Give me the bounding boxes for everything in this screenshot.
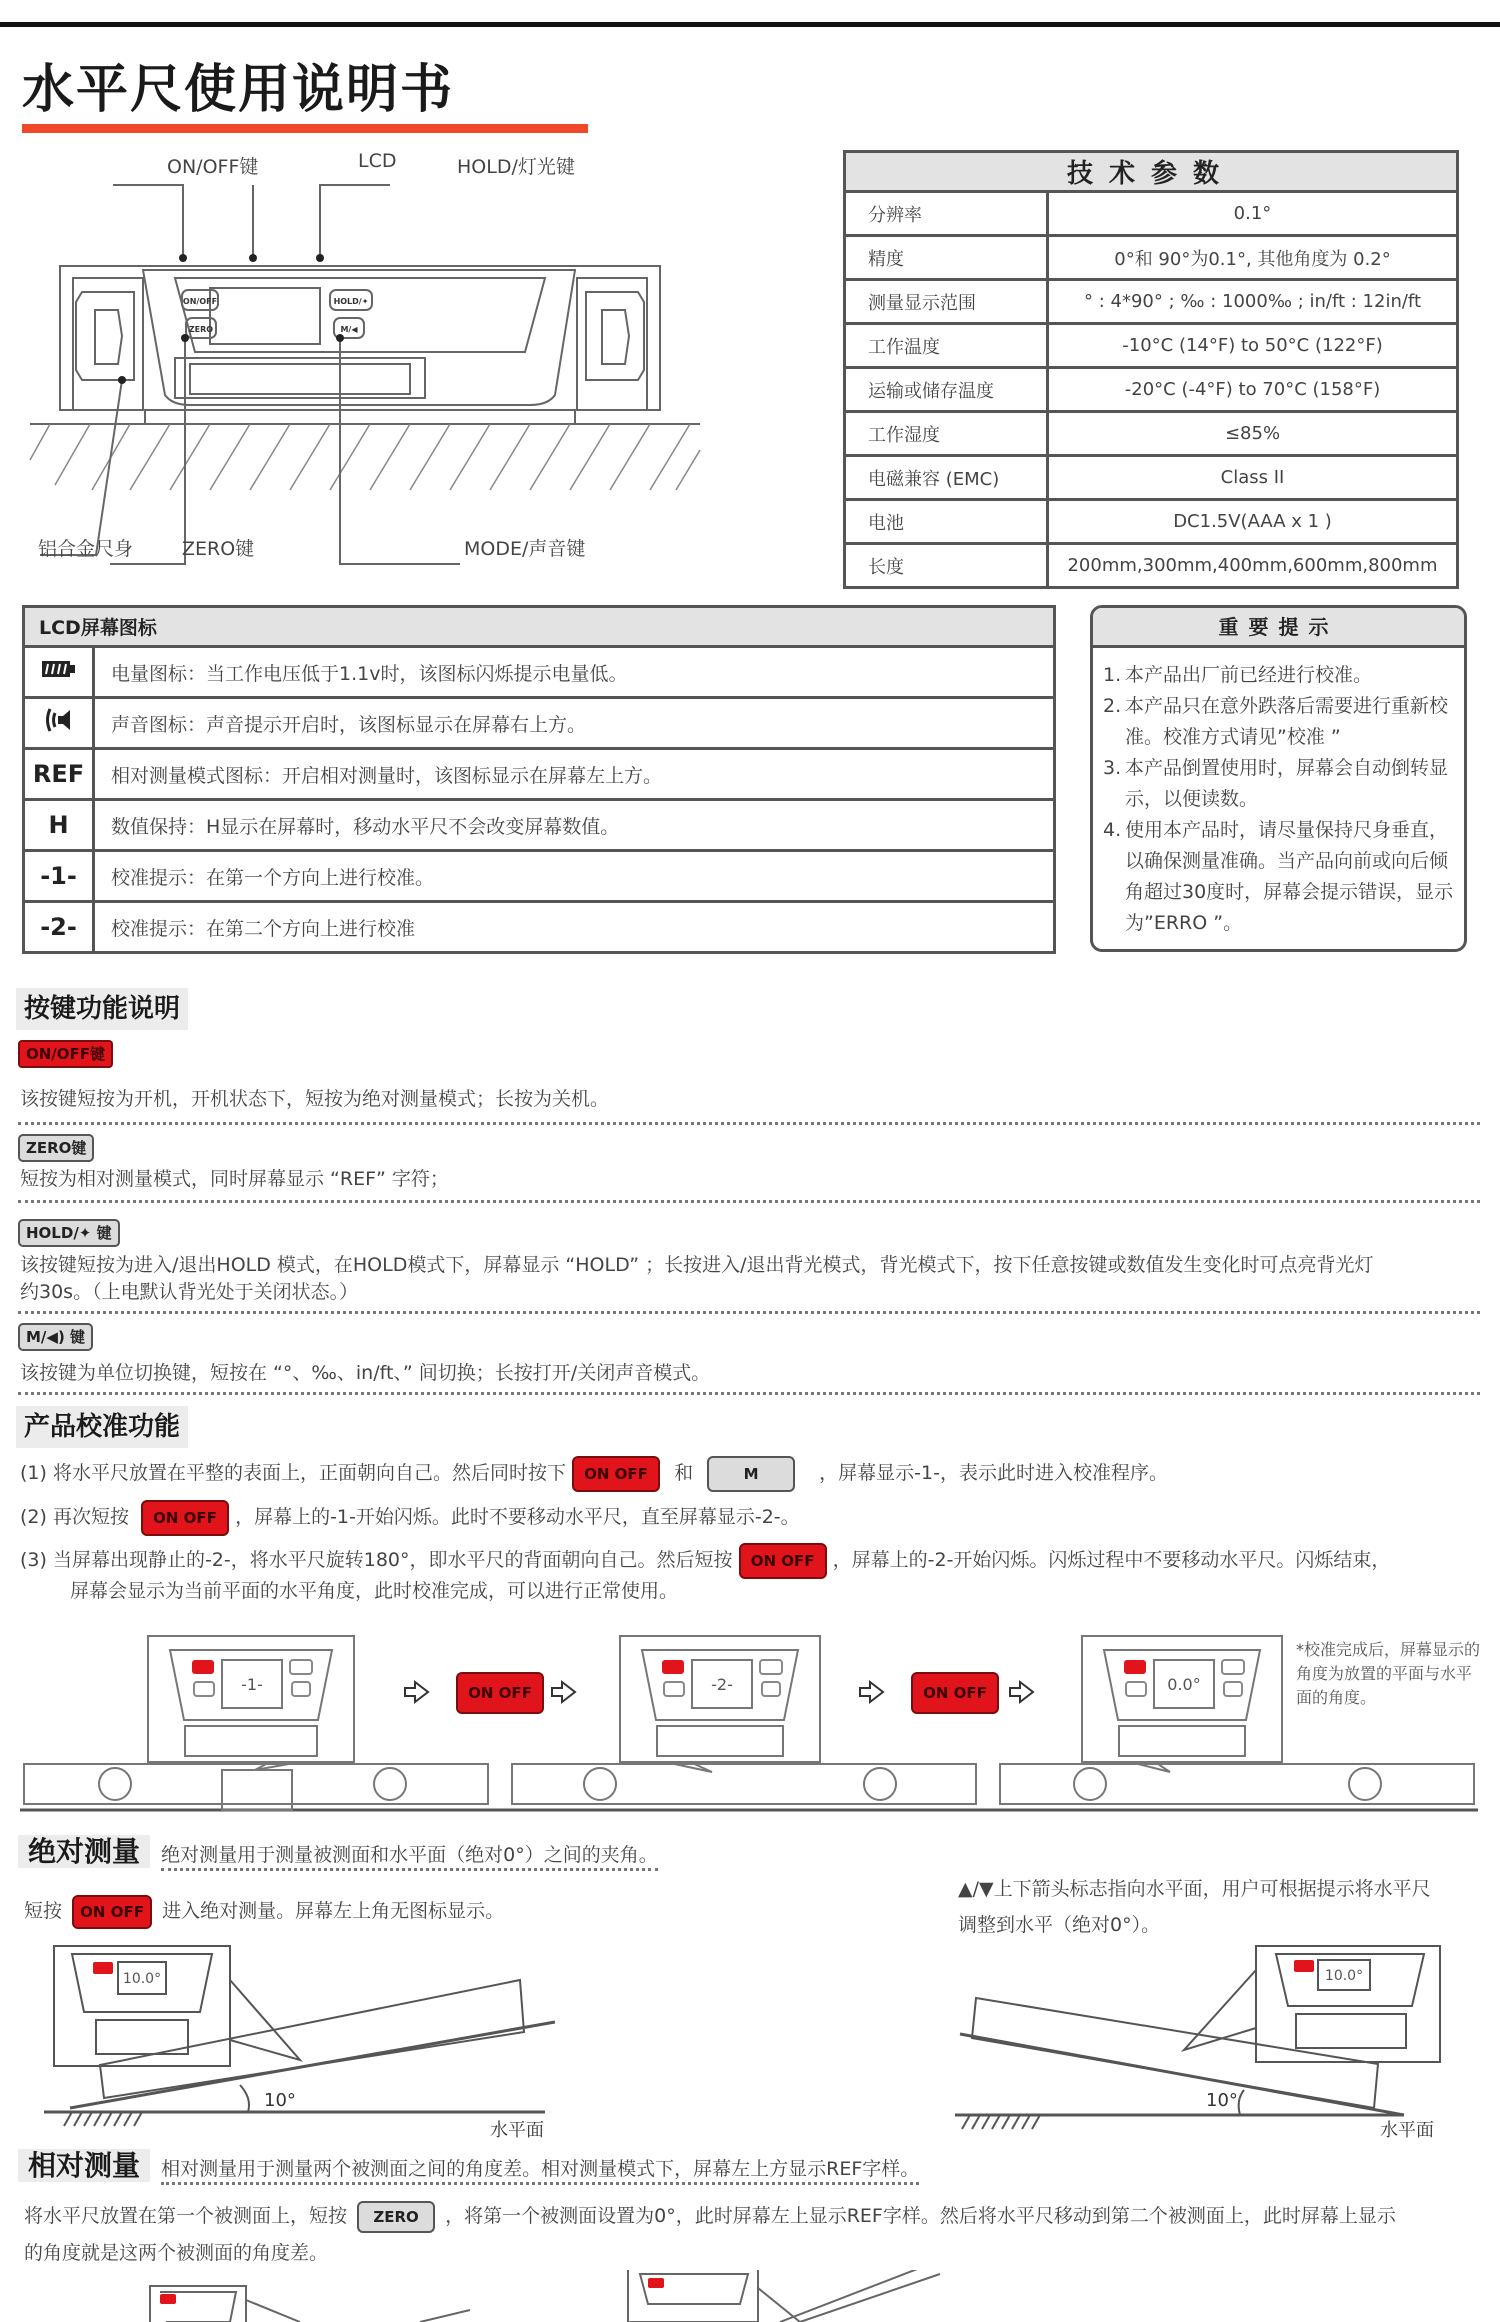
device-key-mode: M/◀ xyxy=(340,325,358,334)
device-diagram xyxy=(0,140,720,580)
device-key-hold: HOLD/✦ xyxy=(333,297,369,306)
lcd-row-text: 声音图标：声音提示开启时，该图标显示在屏幕右上方。 xyxy=(94,698,1055,749)
spec-row xyxy=(845,324,1458,368)
zero-key-desc: 短按为相对测量模式，同时屏幕显示 “REF” 字符； xyxy=(20,1168,449,1190)
spec-key: 运输或储存温度 xyxy=(845,368,1048,412)
relative-drawing xyxy=(0,2270,1500,2322)
step-text: 和 xyxy=(674,1462,694,1484)
spec-key: 长度 xyxy=(845,544,1048,588)
onoff-button: ON OFF xyxy=(572,1456,660,1492)
device-key-zero: ZERO xyxy=(188,325,214,334)
lcd-table-title: LCD屏幕图标 xyxy=(24,607,1055,647)
onoff-button: ON OFF xyxy=(456,1672,544,1714)
relative-figures xyxy=(0,2270,1500,2322)
lcd-row-text: 相对测量模式图标：开启相对测量时，该图标显示在屏幕左上方。 xyxy=(94,749,1055,800)
hold-key-desc-2: 约30s。（上电默认背光处于关闭状态。） xyxy=(20,1281,359,1303)
spec-value: DC1.5V(AAA x 1 ) xyxy=(1048,500,1458,544)
spec-value: 200mm,300mm,400mm,600mm,800mm xyxy=(1048,544,1458,588)
calibration-step-1 xyxy=(20,1454,1168,1492)
note-number: 1. xyxy=(1103,664,1122,686)
relative-instruction xyxy=(24,2198,1396,2234)
instruction-text: 将水平尺放置在第一个被测面上，短按 xyxy=(24,2205,348,2227)
step-text: ，屏幕显示-1-，表示此时进入校准程序。 xyxy=(819,1462,1168,1484)
lcd-reading-1: -1- xyxy=(241,1675,263,1694)
spec-table xyxy=(843,150,1459,589)
step-text: (2) 再次短按 xyxy=(20,1506,129,1528)
absolute-desc: 绝对测量用于测量被测面和水平面（绝对0°）之间的夹角。 xyxy=(161,1844,658,1871)
step-text: (1) 将水平尺放置在平整的表面上，正面朝向自己。然后同时按下 xyxy=(20,1462,566,1484)
spec-value: -10°C (14°F) to 50°C (122°F) xyxy=(1048,324,1458,368)
absolute-instruction xyxy=(24,1892,504,1930)
lcd-row xyxy=(24,851,1055,902)
lcd-reading-2: -2- xyxy=(711,1675,733,1694)
absolute-figures xyxy=(0,1940,1500,2140)
divider xyxy=(18,1311,1480,1314)
note-item xyxy=(1103,753,1454,815)
label-zero-key: ZERO键 xyxy=(182,538,255,560)
spec-key: 电磁兼容 (EMC) xyxy=(845,456,1048,500)
calibration-step-3-cont: 屏幕会显示为当前平面的水平角度，此时校准完成，可以进行正常使用。 xyxy=(70,1580,679,1602)
absolute-right-note-2: 调整到水平（绝对0°）。 xyxy=(958,1914,1161,1936)
lcd-row-text: 电量图标：当工作电压低于1.1v时，该图标闪烁提示电量低。 xyxy=(94,647,1055,698)
spec-key: 分辨率 xyxy=(845,192,1048,236)
divider xyxy=(18,1200,1480,1203)
step-text: ，屏幕上的-2-开始闪烁。闪烁过程中不要移动水平尺。闪烁结束， xyxy=(832,1549,1391,1571)
note-number: 4. xyxy=(1103,819,1122,841)
spec-value: Class II xyxy=(1048,456,1458,500)
lcd-icon-table xyxy=(22,605,1056,954)
mode-key-badge: M/◀) 键 xyxy=(18,1323,93,1351)
spec-key: 精度 xyxy=(845,236,1048,280)
spec-row xyxy=(845,368,1458,412)
zero-button: ZERO xyxy=(357,2201,435,2233)
divider xyxy=(18,1122,1480,1125)
absolute-title: 绝对测量 xyxy=(18,1835,150,1868)
label-mode-key: MODE/声音键 xyxy=(464,538,586,560)
device-key-onoff: ON/OFF xyxy=(182,297,218,306)
zero-key-badge: ZERO键 xyxy=(18,1134,94,1162)
notes-title: 重要提示 xyxy=(1093,608,1464,648)
relative-instruction-cont: 的角度就是这两个被测面的角度差。 xyxy=(24,2242,329,2264)
onoff-button: ON OFF xyxy=(739,1543,827,1579)
step-text: (3) 当屏幕出现静止的-2-，将水平尺旋转180°，即水平尺的背面朝向自己。然后短按 xyxy=(20,1549,733,1571)
divider xyxy=(18,1392,1480,1395)
spec-key: 工作温度 xyxy=(845,324,1048,368)
spec-value: 0°和 90°为0.1°, 其他角度为 0.2° xyxy=(1048,236,1458,280)
spec-row xyxy=(845,192,1458,236)
onoff-button: ON OFF xyxy=(911,1672,999,1714)
m-button: M xyxy=(707,1456,795,1492)
spec-row xyxy=(845,412,1458,456)
spec-value: -20°C (-4°F) to 70°C (158°F) xyxy=(1048,368,1458,412)
onoff-key-badge: ON/OFF键 xyxy=(18,1040,113,1068)
keys-section-title: 按键功能说明 xyxy=(16,988,188,1030)
lcd-row xyxy=(24,698,1055,749)
lcd-row-text: 校准提示：在第二个方向上进行校准 xyxy=(94,902,1055,953)
onoff-button: ON OFF xyxy=(141,1500,229,1536)
spec-row xyxy=(845,544,1458,588)
note-item xyxy=(1103,660,1454,691)
calibration-1-icon: -1- xyxy=(24,851,94,902)
label-aluminum-body: 铝合金尺身 xyxy=(38,538,134,560)
calibration-figure xyxy=(0,1630,1500,1815)
spec-value: ° : 4*90° ; ‰ : 1000‰ ; in/ft : 12in/ft xyxy=(1048,280,1458,324)
ref-icon: REF xyxy=(24,749,94,800)
hold-icon: H xyxy=(24,800,94,851)
spec-row xyxy=(845,456,1458,500)
note-text: 本产品出厂前已经进行校准。 xyxy=(1125,664,1373,686)
note-number: 3. xyxy=(1103,757,1122,779)
page-title: 水平尺使用说明书 xyxy=(22,60,455,120)
angle-left: 10° xyxy=(264,2090,296,2111)
spec-row xyxy=(845,236,1458,280)
calibration-drawing xyxy=(0,1630,1500,1815)
angle-right: 10° xyxy=(1206,2090,1238,2111)
spec-row xyxy=(845,500,1458,544)
hold-key-badge: HOLD/✦ 键 xyxy=(18,1219,120,1247)
lcd-row-text: 数值保持：H显示在屏幕时，移动水平尺不会改变屏幕数值。 xyxy=(94,800,1055,851)
absolute-heading xyxy=(18,1832,658,1872)
lcd-row xyxy=(24,647,1055,698)
spec-key: 电池 xyxy=(845,500,1048,544)
note-text: 使用本产品时，请尽量保持尺身垂直，以确保测量准确。当产品向前或向后倾角超过30度时，屏幕会提示错误，显示为”ERRO ”。 xyxy=(1125,819,1454,934)
absolute-right-note: ▲/▼上下箭头标志指向水平面，用户可根据提示将水平尺 xyxy=(958,1878,1431,1900)
ground-label-left: 水平面 xyxy=(490,2120,544,2140)
spec-title: 技术参数 xyxy=(845,152,1458,192)
title-underline xyxy=(22,124,588,133)
hold-key-desc: 该按键短按为进入/退出HOLD 模式，在HOLD模式下，屏幕显示 “HOLD” ；长按进入/退出背光模式，背光模式下，按下任意按键或数值发生变化时可点亮背光灯 xyxy=(20,1254,1374,1276)
lcd-row-text: 校准提示：在第一个方向上进行校准。 xyxy=(94,851,1055,902)
instruction-text: 进入绝对测量。屏幕左上角无图标显示。 xyxy=(162,1900,505,1922)
label-onoff-key: ON/OFF键 xyxy=(167,156,259,178)
lcd-row xyxy=(24,749,1055,800)
relative-title: 相对测量 xyxy=(18,2149,150,2182)
note-number: 2. xyxy=(1103,695,1122,717)
note-item xyxy=(1103,815,1454,939)
mode-key-desc: 该按键为单位切换键，短按在 “°、‰、in/ft、” 间切换；长按打开/关闭声音模式。 xyxy=(20,1362,711,1384)
calibration-2-icon: -2- xyxy=(24,902,94,953)
device-drawing xyxy=(0,140,720,580)
calibration-section-title: 产品校准功能 xyxy=(16,1406,188,1448)
important-notes xyxy=(1090,605,1467,952)
note-text: 本产品倒置使用时，屏幕会自动倒转显示，以便读数。 xyxy=(1125,757,1449,810)
top-divider xyxy=(0,22,1500,27)
lcd-row xyxy=(24,800,1055,851)
ground-label-right: 水平面 xyxy=(1380,2120,1434,2140)
instruction-text: ，将第一个被测面设置为0°，此时屏幕左上显示REF字样。然后将水平尺移动到第二个被测面上，此时屏幕上显示 xyxy=(445,2205,1396,2227)
onoff-key-desc: 该按键短按为开机，开机状态下，短按为绝对测量模式；长按为关机。 xyxy=(20,1088,610,1110)
step-text: ，屏幕上的-1-开始闪烁。此时不要移动水平尺，直至屏幕显示-2-。 xyxy=(235,1506,800,1528)
absolute-drawing xyxy=(0,1940,1500,2140)
spec-value: 0.1° xyxy=(1048,192,1458,236)
note-text: 本产品只在意外跌落后需要进行重新校准。校准方式请见”校准 ” xyxy=(1125,695,1449,748)
relative-desc: 相对测量用于测量两个被测面之间的角度差。相对测量模式下，屏幕左上方显示REF字样。 xyxy=(161,2158,919,2185)
calibration-figure-note: *校准完成后，屏幕显示的角度为放置的平面与水平面的角度。 xyxy=(1296,1640,1481,1707)
battery-icon xyxy=(41,658,77,680)
spec-key: 工作湿度 xyxy=(845,412,1048,456)
lcd-reading-right: 10.0° xyxy=(1324,1968,1364,1984)
calibration-step-3 xyxy=(20,1541,1390,1579)
lcd-reading-3: 0.0° xyxy=(1167,1675,1201,1694)
spec-key: 测量显示范围 xyxy=(845,280,1048,324)
label-hold-key: HOLD/灯光键 xyxy=(457,156,575,178)
sound-icon xyxy=(44,705,74,735)
label-lcd: LCD xyxy=(358,150,397,172)
spec-row xyxy=(845,280,1458,324)
lcd-reading-left: 10.0° xyxy=(122,1971,162,1987)
spec-value: ≤85% xyxy=(1048,412,1458,456)
onoff-button: ON OFF xyxy=(72,1895,152,1929)
note-item xyxy=(1103,691,1454,753)
relative-heading xyxy=(18,2146,919,2186)
lcd-row xyxy=(24,902,1055,953)
calibration-step-2 xyxy=(20,1498,800,1536)
instruction-text: 短按 xyxy=(24,1900,63,1922)
